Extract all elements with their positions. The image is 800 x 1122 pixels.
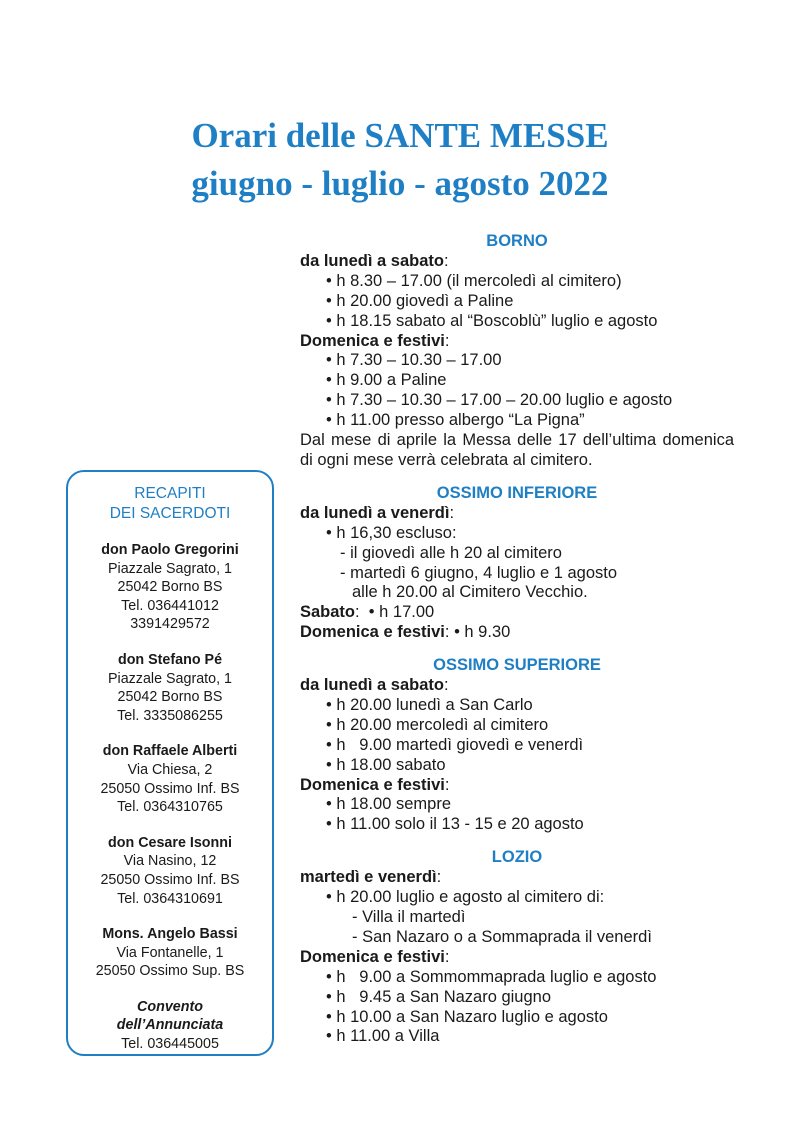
- contact-phone: Tel. 036445005: [121, 1036, 219, 1053]
- list-item: • h 20.00 mercoledì al cimitero: [326, 715, 549, 734]
- contact-address: Piazzale Sagrato, 1: [108, 670, 232, 687]
- list-item: • h 20.00 lunedì a San Carlo: [326, 695, 533, 714]
- contacts-box: [66, 470, 274, 1056]
- sub-item: - San Nazaro o a Sommaprada il venerdì: [352, 927, 652, 946]
- list-item: • h 9.00 a Sommommaprada luglio e agosto: [326, 967, 657, 986]
- contact-name: don Stefano Pé: [117, 651, 223, 668]
- weekdays-label: da lunedì a sabato: [300, 676, 444, 695]
- list-item: • h 18.15 sabato al “Boscoblù” luglio e agosto: [326, 311, 658, 330]
- section-heading: BORNO: [486, 232, 548, 250]
- list-item: • h 9.00 martedì giovedì e venerdì: [326, 735, 584, 754]
- list-item: • h 9.00 a Paline: [326, 371, 447, 390]
- weekdays-label: da lunedì a sabato: [300, 251, 444, 270]
- title-line-1: Orari delle SANTE MESSE: [191, 116, 609, 155]
- contact-raffaele-alberti: [68, 742, 272, 816]
- sunday-label: Domenica e festivi: [300, 331, 445, 350]
- section-heading: OSSIMO SUPERIORE: [433, 656, 601, 675]
- sunday-row: Domenica e festivi:: [300, 947, 450, 966]
- sunday-value: • h 9.30: [454, 623, 511, 642]
- list-item: • h 8.30 – 17.00 (il mercoledì al cimitero): [326, 271, 622, 290]
- page-title: [0, 112, 800, 208]
- contact-phone: Tel. 3335086255: [117, 707, 223, 724]
- sub-item-continued: alle h 20.00 al Cimitero Vecchio.: [352, 583, 588, 602]
- sub-item: - il giovedì alle h 20 al cimitero: [340, 543, 562, 562]
- contact-name: don Paolo Gregorini: [101, 542, 239, 558]
- section-lozio: [300, 848, 734, 1047]
- contact-stefano-pe: [68, 651, 272, 725]
- contact-angelo-bassi: [68, 925, 272, 981]
- section-heading: OSSIMO INFERIORE: [436, 483, 598, 502]
- contact-name: Convento: [137, 998, 203, 1015]
- contact-phone: Tel. 0364310691: [117, 890, 223, 907]
- list-item: • h 11.00 presso albergo “La Pigna”: [326, 411, 585, 430]
- contact-address: Piazzale Sagrato, 1: [108, 560, 232, 577]
- list-item: • h 11.00 solo il 13 - 15 e 20 agosto: [326, 815, 584, 834]
- contact-cesare-isonni: [68, 834, 272, 908]
- sunday-label: Domenica e festivi: [300, 775, 445, 794]
- contact-city: 25042 Borno BS: [117, 579, 223, 596]
- saturday-value: • h 17.00: [368, 603, 435, 622]
- sunday-row: Domenica e festivi:: [300, 331, 450, 350]
- saturday-row: Sabato: • h 17.00: [300, 603, 435, 622]
- sunday-row: Domenica e festivi: • h 9.30: [300, 623, 511, 642]
- contact-phone: Tel. 036441012: [121, 597, 219, 614]
- contact-city: 25050 Ossimo Inf. BS: [100, 871, 240, 888]
- list-item: • h 20.00 giovedì a Paline: [326, 291, 514, 310]
- contact-name: Mons. Angelo Bassi: [102, 926, 238, 943]
- sunday-label: Domenica e festivi: [300, 623, 445, 642]
- list-item: • h 16,30 escluso:: [326, 523, 457, 542]
- weekdays-row: da lunedì a sabato:: [300, 676, 449, 695]
- contact-paolo-gregorini: [68, 541, 272, 634]
- list-item: • h 18.00 sempre: [326, 795, 452, 814]
- sub-item: - Villa il martedì: [352, 908, 466, 926]
- saturday-label: Sabato: [300, 603, 356, 622]
- contact-phone: Tel. 0364310765: [117, 799, 223, 816]
- contact-name-continued: dell’Annunciata: [116, 1017, 224, 1034]
- sunday-row: Domenica e festivi:: [300, 775, 450, 794]
- mass-schedule: [300, 232, 734, 1060]
- contact-address: Via Fontanelle, 1: [116, 944, 224, 961]
- sub-item: - martedì 6 giugno, 4 luglio e 1 agosto: [340, 563, 618, 582]
- contact-mobile: 3391429572: [130, 616, 210, 633]
- contacts-title: [68, 484, 272, 523]
- section-ossimo-superiore: [300, 656, 734, 835]
- contact-city: 25042 Borno BS: [117, 689, 223, 706]
- list-item: • h 11.00 a Villa: [326, 1027, 440, 1046]
- list-item: • h 7.30 – 10.30 – 17.00: [326, 351, 502, 370]
- section-ossimo-inferiore: [300, 484, 734, 643]
- contacts-title-line-1: RECAPITI: [134, 485, 206, 502]
- weekdays-row: da lunedì a venerdì:: [300, 503, 455, 522]
- sunday-label: Domenica e festivi: [300, 947, 445, 966]
- contact-city: 25050 Ossimo Sup. BS: [95, 963, 245, 980]
- contact-address: Via Nasino, 12: [123, 853, 217, 870]
- list-item: • h 18.00 sabato: [326, 755, 446, 774]
- contact-city: 25050 Ossimo Inf. BS: [100, 780, 240, 797]
- section-heading: LOZIO: [491, 848, 543, 867]
- weekdays-row: martedì e venerdì:: [300, 868, 442, 887]
- section-borno: [300, 232, 734, 471]
- contact-name: don Cesare Isonni: [108, 834, 232, 851]
- contact-name: don Raffaele Alberti: [102, 743, 238, 760]
- list-item: • h 10.00 a San Nazaro luglio e agosto: [326, 1007, 608, 1026]
- contacts-title-line-2: DEI SACERDOTI: [109, 504, 231, 522]
- weekdays-label: martedì e venerdì: [300, 868, 437, 887]
- title-line-2: giugno - luglio - agosto 2022: [191, 164, 609, 203]
- list-item: • h 20.00 luglio e agosto al cimitero di:: [326, 888, 605, 907]
- weekdays-row: da lunedì a sabato:: [300, 251, 449, 270]
- weekdays-label: da lunedì a venerdì: [300, 503, 450, 522]
- section-note: Dal mese di aprile la Messa delle 17 dell’ultima domenica di ogni mese verrà celebrata al cimitero.: [300, 431, 734, 469]
- contact-convento: [68, 998, 272, 1054]
- contact-address: Via Chiesa, 2: [127, 761, 213, 778]
- list-item: • h 7.30 – 10.30 – 17.00 – 20.00 luglio e agosto: [326, 391, 673, 410]
- list-item: • h 9.45 a San Nazaro giugno: [326, 987, 552, 1006]
